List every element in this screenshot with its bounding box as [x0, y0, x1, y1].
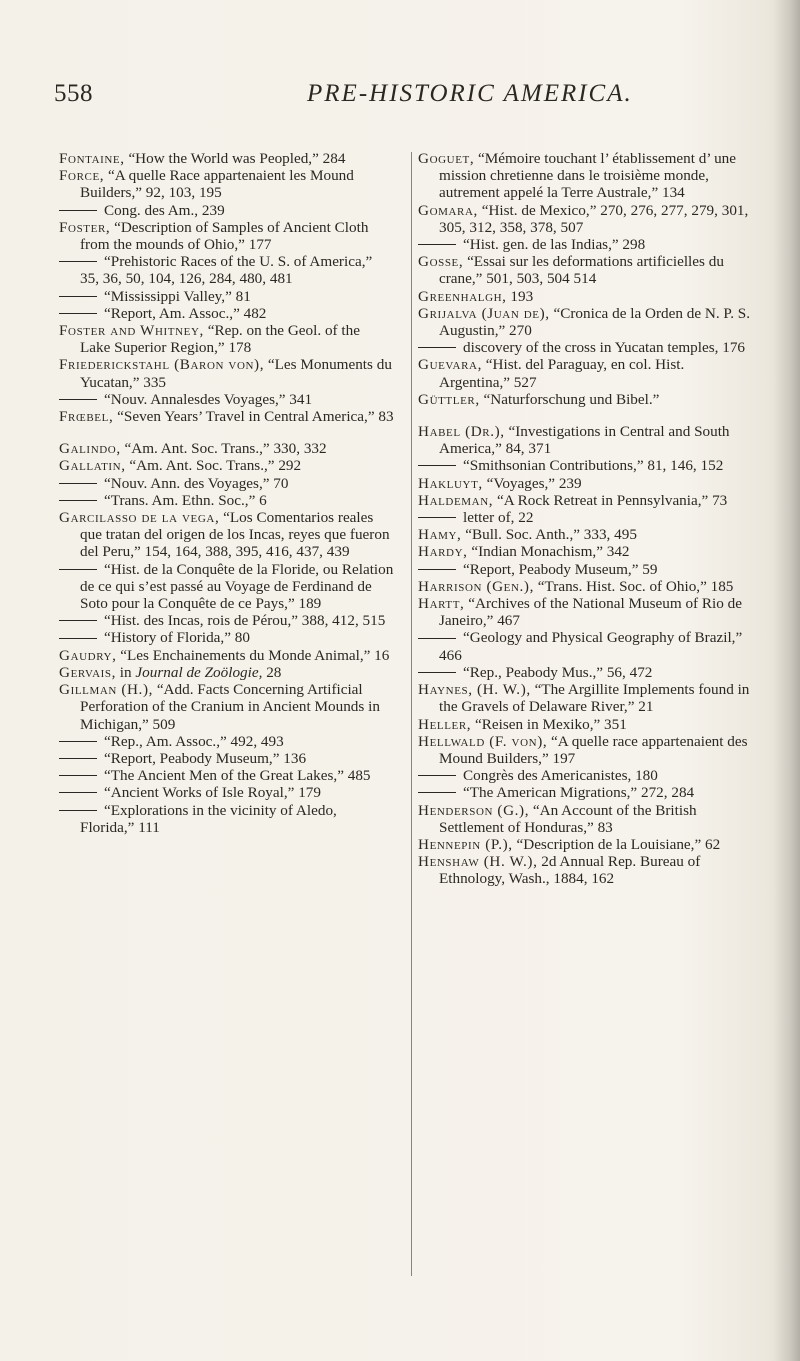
index-entry	[418, 681, 753, 715]
index-reference: “Investigations in Central and South America,” 84, 371	[439, 423, 730, 458]
index-entry	[59, 457, 394, 474]
ditto-dash	[418, 347, 456, 348]
index-entry	[418, 457, 753, 474]
index-reference: “Hist. de Mexico,” 270, 276, 277, 279, 301, 305, 312, 358, 378, 507	[439, 201, 749, 236]
index-entry	[418, 253, 753, 287]
index-reference: “Explorations in the vicinity of Aledo, Florida,” 111	[80, 801, 337, 836]
index-column-left	[59, 150, 394, 836]
index-entry	[59, 408, 394, 425]
ditto-dash	[59, 792, 97, 793]
index-author: Gillman (H.),	[59, 681, 154, 699]
index-entry	[59, 509, 394, 561]
ditto-dash	[418, 672, 456, 673]
ditto-dash	[418, 638, 456, 639]
index-entry	[418, 356, 753, 390]
index-entry	[59, 356, 394, 390]
index-reference: “Los Comentarios reales que tratan del origen de los Incas, reyes que fueron del Peru,” 154, 164, 388, 395, 416, 437, 439	[80, 509, 390, 561]
index-entry	[59, 681, 394, 733]
ditto-dash	[59, 261, 97, 262]
index-entry	[59, 733, 394, 750]
index-reference: “How the World was Peopled,” 284	[128, 150, 346, 167]
index-entry	[418, 784, 753, 801]
index-entry	[59, 475, 394, 492]
index-entry	[418, 509, 753, 526]
index-text-prefix: in	[119, 663, 136, 681]
index-entry	[418, 802, 753, 836]
index-reference: “Nouv. Annalesdes Voyages,” 341	[104, 390, 313, 408]
index-reference: “Cronica de la Orden de N. P. S. Augustin,” 270	[439, 304, 751, 340]
index-reference: 28	[262, 663, 282, 681]
index-author: Harrison (Gen.),	[418, 577, 534, 595]
index-reference: “Geology and Physical Geography of Brazil,” 466	[439, 629, 743, 664]
index-reference: “A quelle race appartenaient des Mound Builders,” 197	[439, 732, 748, 767]
index-reference: “Report, Peabody Museum,” 136	[104, 749, 307, 767]
index-reference: “Rep. on the Geol. of the Lake Superior Region,” 178	[80, 322, 360, 357]
index-author: Goguet,	[418, 150, 475, 167]
index-entry	[59, 629, 394, 646]
index-author: Hennepin (P.),	[418, 835, 513, 853]
ditto-dash	[59, 296, 97, 297]
ditto-dash	[59, 775, 97, 776]
index-author: Garcilasso de la vega,	[59, 509, 220, 527]
index-reference: “Rep., Am. Assoc.,” 492, 493	[104, 732, 284, 750]
index-entry	[59, 767, 394, 784]
index-reference: “Add. Facts Concerning Artificial Perforation of the Cranium in Ancient Mounds in Michigan,” 509	[80, 681, 380, 733]
ditto-dash	[59, 741, 97, 742]
index-reference: “Seven Years’ Travel in Central America,” 83	[117, 408, 394, 426]
index-entry	[59, 391, 394, 408]
ditto-dash	[59, 758, 97, 759]
index-entry	[418, 595, 753, 629]
index-author: Hakluyt,	[418, 474, 483, 492]
index-entry	[59, 802, 394, 836]
page-edge-shadow	[774, 0, 800, 1361]
index-reference: “Les Monuments du Yucatan,” 335	[80, 356, 392, 391]
ditto-dash	[59, 569, 97, 570]
index-reference: “A Rock Retreat in Pennsylvania,” 73	[496, 491, 728, 509]
index-author: Habel (Dr.),	[418, 423, 505, 441]
index-entry	[59, 561, 394, 613]
index-entry	[418, 664, 753, 681]
index-entry	[59, 167, 394, 201]
index-reference: “The Ancient Men of the Great Lakes,” 485	[104, 767, 371, 785]
index-author: Gomara,	[418, 201, 478, 219]
index-entry	[418, 578, 753, 595]
index-entry	[418, 561, 753, 578]
index-reference: “Prehistoric Races of the U. S. of America,” 35, 36, 50, 104, 126, 284, 480, 481	[80, 253, 373, 288]
index-reference: “Essai sur les deformations artificielles du crane,” 501, 503, 504 514	[439, 253, 724, 288]
index-reference: 193	[510, 287, 534, 305]
index-author: Haldeman,	[418, 491, 494, 509]
index-reference: letter of, 22	[463, 509, 534, 527]
index-entry	[59, 784, 394, 801]
index-author: Haynes, (H. W.),	[418, 681, 531, 699]
index-entry	[418, 526, 753, 543]
index-entry	[59, 750, 394, 767]
ditto-dash	[59, 483, 97, 484]
ditto-dash	[59, 500, 97, 501]
ditto-dash	[418, 792, 456, 793]
index-entry	[418, 853, 753, 887]
index-author: Guevara,	[418, 356, 482, 374]
running-head: PRE-HISTORIC AMERICA.	[307, 80, 633, 107]
page-header	[54, 80, 744, 120]
index-reference: Cong. des Am., 239	[104, 201, 225, 219]
index-entry	[418, 339, 753, 356]
index-reference: “Ancient Works of Isle Royal,” 179	[104, 784, 321, 802]
index-reference: “Rep., Peabody Mus.,” 56, 472	[463, 663, 653, 681]
column-divider	[411, 152, 412, 1276]
page-number: 558	[54, 80, 93, 107]
index-reference: “The Argillite Implements found in the Gravels of Delaware River,” 21	[439, 681, 750, 716]
ditto-dash	[59, 810, 97, 811]
index-entry	[418, 475, 753, 492]
index-author: Frœbel,	[59, 408, 114, 426]
index-entry	[59, 305, 394, 322]
ditto-dash	[418, 244, 456, 245]
ditto-dash	[418, 569, 456, 570]
index-author: Hartt,	[418, 595, 465, 613]
index-entry	[418, 836, 753, 853]
index-entry	[418, 202, 753, 236]
index-entry	[59, 202, 394, 219]
index-entry	[418, 767, 753, 784]
index-entry	[418, 716, 753, 733]
index-column-right	[418, 150, 753, 888]
index-entry	[418, 543, 753, 560]
index-entry	[59, 612, 394, 629]
index-author: Foster,	[59, 218, 111, 236]
index-reference: “Smithsonian Contributions,” 81, 146, 152	[463, 457, 724, 475]
index-journal-title: Journal de Zoölogie,	[135, 663, 263, 681]
index-reference: “Les Enchainements du Monde Animal,” 16	[120, 646, 390, 664]
index-reference: “Voyages,” 239	[486, 474, 582, 492]
index-author: Grijalva (Juan de),	[418, 304, 550, 322]
index-reference: “The American Migrations,” 272, 284	[463, 784, 695, 802]
index-entry	[418, 423, 753, 457]
index-reference: discovery of the cross in Yucatan temples, 176	[463, 339, 746, 357]
index-author: Friederickstahl (Baron von),	[59, 356, 265, 374]
index-reference: “History of Florida,” 80	[104, 629, 250, 647]
index-reference: “Hist. des Incas, rois de Pérou,” 388, 412, 515	[104, 612, 386, 630]
index-entry	[418, 492, 753, 509]
index-entry	[59, 288, 394, 305]
index-entry	[418, 150, 753, 202]
index-author: Foster and Whitney,	[59, 322, 204, 340]
index-reference: “Nouv. Ann. des Voyages,” 70	[104, 474, 289, 492]
index-author: Heller,	[418, 715, 472, 733]
index-entry	[59, 219, 394, 253]
index-reference: “Am. Ant. Soc. Trans.,” 292	[129, 457, 302, 475]
index-author: Güttler,	[418, 390, 480, 408]
index-author: Force,	[59, 167, 105, 185]
index-reference: “Naturforschung und Bibel.”	[483, 390, 660, 408]
ditto-dash	[59, 638, 97, 639]
index-author: Henderson (G.),	[418, 801, 530, 819]
index-entry	[59, 664, 394, 681]
index-reference: “Reisen in Mexiko,” 351	[474, 715, 627, 733]
index-reference: “Hist. de la Conquête de la Floride, ou Relation de ce qui s’est passé au Voyage de Ferdinand de Soto pour la Conquête de ce Pays,” 189	[80, 560, 394, 613]
index-entry	[418, 288, 753, 305]
index-reference: “Mémoire touchant l’ établissement d’ une mission chretienne dans le troisième monde, autrement appelé la Terre Australe,” 134	[439, 150, 737, 202]
index-entry	[418, 305, 753, 339]
index-author: Hellwald (F. von),	[418, 732, 548, 750]
ditto-dash	[59, 313, 97, 314]
index-author: Gosse,	[418, 253, 464, 271]
index-reference: “Bull. Soc. Anth.,” 333, 495	[465, 526, 637, 544]
index-reference: Congrès des Americanistes, 180	[463, 767, 658, 785]
index-reference: “An Account of the British Settlement of Honduras,” 83	[439, 801, 697, 836]
index-author: Gervais,	[59, 663, 116, 681]
index-reference: “Archives of the National Museum of Rio de Janeiro,” 467	[439, 595, 742, 630]
index-reference: “Trans. Am. Ethn. Soc.,” 6	[104, 491, 267, 509]
ditto-dash	[418, 465, 456, 466]
index-author: Gaudry,	[59, 646, 117, 664]
ditto-dash	[418, 517, 456, 518]
index-reference: “Hist. del Paraguay, en col. Hist. Argentina,” 527	[439, 356, 685, 391]
index-reference: “Am. Ant. Soc. Trans.,” 330, 332	[124, 440, 327, 458]
index-author: Hamy,	[418, 526, 462, 544]
index-reference: “Mississippi Valley,” 81	[104, 287, 251, 305]
index-entry	[418, 236, 753, 253]
index-entry	[59, 253, 394, 287]
index-author: Hardy,	[418, 543, 468, 561]
index-reference: “Trans. Hist. Soc. of Ohio,” 185	[537, 577, 734, 595]
index-reference: “Report, Am. Assoc.,” 482	[104, 304, 267, 322]
index-entry	[59, 647, 394, 664]
index-reference: “Indian Monachism,” 342	[471, 543, 630, 561]
index-author: Fontaine,	[59, 150, 125, 167]
index-entry	[59, 492, 394, 509]
ditto-dash	[59, 399, 97, 400]
index-entry	[59, 322, 394, 356]
index-entry	[418, 733, 753, 767]
index-reference: 2d Annual Rep. Bureau of Ethnology, Wash., 1884, 162	[439, 853, 701, 888]
index-author: Greenhalgh,	[418, 287, 507, 305]
ditto-dash	[418, 775, 456, 776]
index-entry	[59, 440, 394, 457]
index-author: Galindo,	[59, 440, 121, 458]
index-entry	[59, 150, 394, 167]
index-entry	[418, 391, 753, 408]
index-reference: “A quelle Race appartenaient les Mound Builders,” 92, 103, 195	[80, 167, 354, 202]
index-reference: “Report, Peabody Museum,” 59	[463, 560, 658, 578]
ditto-dash	[59, 620, 97, 621]
index-entry	[418, 629, 753, 663]
index-reference: “Hist. gen. de las Indias,” 298	[463, 236, 646, 254]
ditto-dash	[59, 210, 97, 211]
index-reference: “Description of Samples of Ancient Cloth from the mounds of Ohio,” 177	[80, 218, 369, 254]
index-author: Henshaw (H. W.),	[418, 853, 538, 871]
index-author: Gallatin,	[59, 457, 126, 475]
index-reference: “Description de la Louisiane,” 62	[516, 835, 721, 853]
